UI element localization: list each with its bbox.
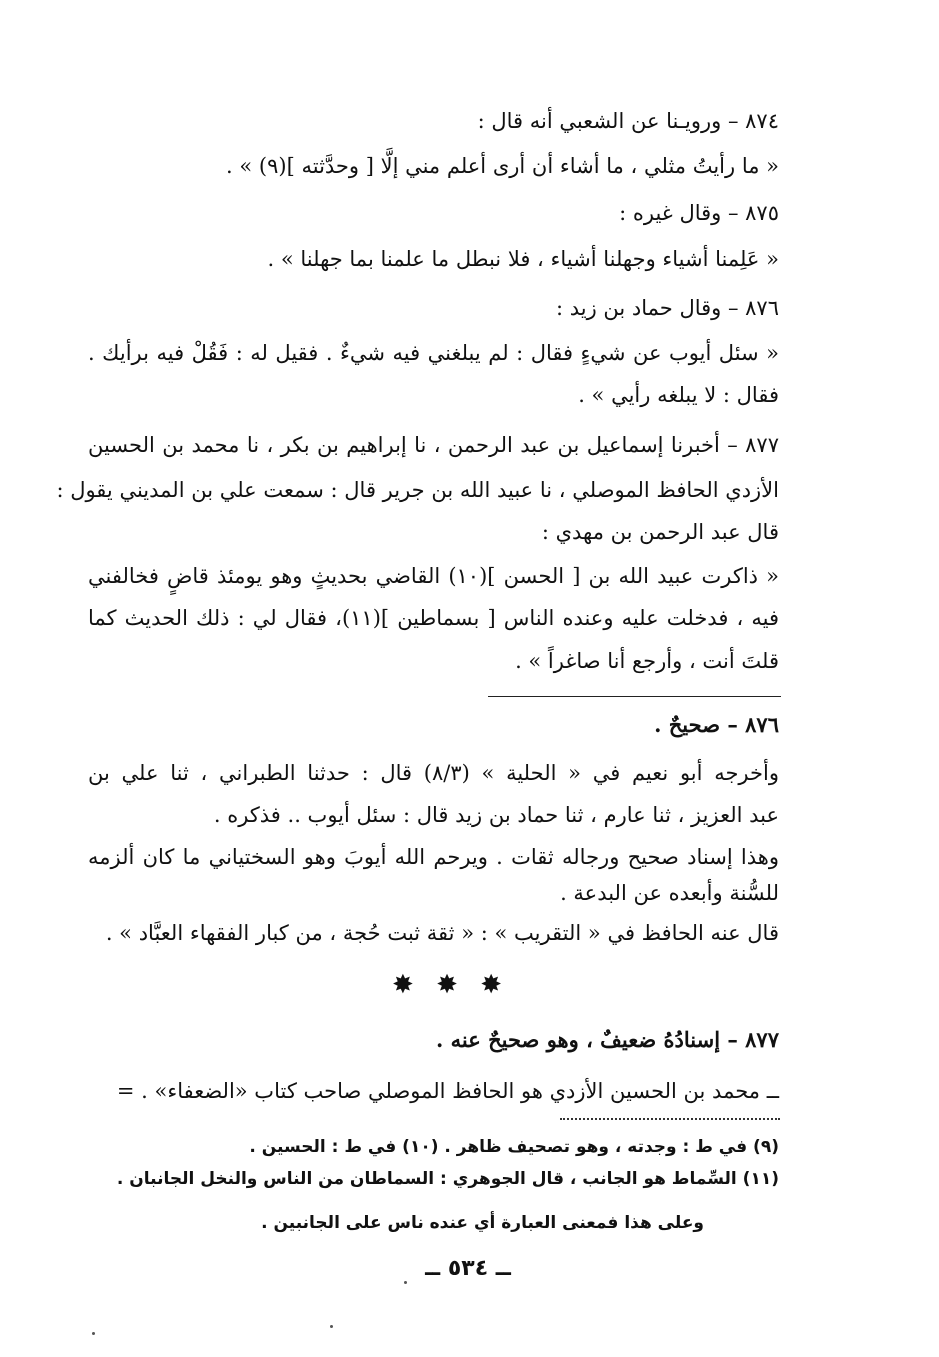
commentary-876-line-1: وأخرجه أبو نعيم في « الحلية » (٨/٣) قال : حدثنا الطبراني ، ثنا علي بن xyxy=(88,761,779,785)
footnote-11-line-2: وعلى هذا فمعنى العبارة أي عنده ناس على الجانبين . xyxy=(261,1213,704,1233)
footnote-11-line-1: (١١) السِّماط هو الجانب ، قال الجوهري : السماطان من الناس والنخل الجانبان . xyxy=(116,1169,779,1189)
commentary-876-line-3: وهذا إسناد صحيح ورجاله ثقات . ويرحم الله أيوبَ وهو السختياني ما كان ألزمه xyxy=(88,845,779,869)
quote-877-line-1: « ذاكرت عبيد الله بن [ الحسن ](١٠) القاضي بحديثٍ وهو يومئذ قاضٍ فخالفني xyxy=(88,564,779,588)
quote-877-line-2: فيه ، فدخلت عليه وعنده الناس [ بسماطين ](١١)، فقال لي : ذلك الحديث كما xyxy=(88,606,779,630)
scan-speck xyxy=(404,1281,407,1284)
footnote-9-10: (٩) في ط : وجدته ، وهو تصحيف ظاهر . (١٠) في ط : الحسين . xyxy=(249,1137,779,1157)
commentary-877-line-1: ــ محمد بن الحسين الأزدي هو الحافظ الموصلي صاحب كتاب «الضعفاء» . = xyxy=(116,1079,779,1103)
quote-875: « عَلِمنا أشياء وجهلنا أشياء ، فلا نبطل ما علمنا بما جهلنا » . xyxy=(267,247,779,271)
quote-876-line-2: فقال : لا يبلغه رأيي » . xyxy=(578,383,779,407)
narration-877-line-3: قال عبد الرحمن بن مهدي : xyxy=(541,520,779,544)
star-ornament-icon: ✸ xyxy=(392,970,414,1000)
narration-875: ٨٧٥ – وقال غيره : xyxy=(619,201,779,225)
narration-876: ٨٧٦ – وقال حماد بن زيد : xyxy=(555,296,779,320)
scan-speck xyxy=(330,1325,333,1328)
section-divider xyxy=(488,696,781,697)
star-ornament-icon: ✸ xyxy=(480,970,502,1000)
narration-874: ٨٧٤ – ورويـنا عن الشعبي أنه قال : xyxy=(477,109,779,133)
section-separator-stars xyxy=(392,970,502,1000)
star-ornament-icon: ✸ xyxy=(436,970,458,1000)
commentary-876-line-2: عبد العزيز ، ثنا عارم ، ثنا حماد بن زيد قال : سئل أيوب .. فذكره . xyxy=(213,803,779,827)
narration-877-line-1: ٨٧٧ – أخبرنا إسماعيل بن عبد الرحمن ، نا إبراهيم بن بكر ، نا محمد بن الحسين xyxy=(88,433,779,457)
footnote-separator xyxy=(560,1118,780,1120)
scan-speck xyxy=(92,1332,95,1335)
narration-877-line-2: الأزدي الحافظ الموصلي ، نا عبيد الله بن جرير قال : سمعت علي بن المديني يقول : xyxy=(56,478,779,502)
commentary-876-heading: ٨٧٦ – صحيحٌ . xyxy=(654,712,779,737)
commentary-876-line-5: قال عنه الحافظ في « التقريب » : « ثقة ثبت حُجة ، من كبار الفقهاء العبَّاد » . xyxy=(105,921,779,945)
quote-874: « ما رأيتُ مثلي ، ما أشاء أن أرى أعلم مني إلَّا [ وحدَّثته ](٩) » . xyxy=(226,154,779,178)
quote-877-line-3: قلتَ أنت ، وأرجع أنا صاغراً » . xyxy=(515,649,779,673)
page-number: ــ ٥٣٤ ــ xyxy=(425,1256,511,1281)
commentary-877-heading: ٨٧٧ – إسنادُهُ ضعيفٌ ، وهو صحيحٌ عنه . xyxy=(436,1027,779,1052)
commentary-876-line-4: للسُّنة وأبعده عن البدعة . xyxy=(560,881,779,905)
quote-876-line-1: « سئل أيوب عن شيءٍ فقال : لم يبلغني فيه شيءٌ . فقيل له : فَقُلْ فيه برأيك . xyxy=(88,341,779,365)
